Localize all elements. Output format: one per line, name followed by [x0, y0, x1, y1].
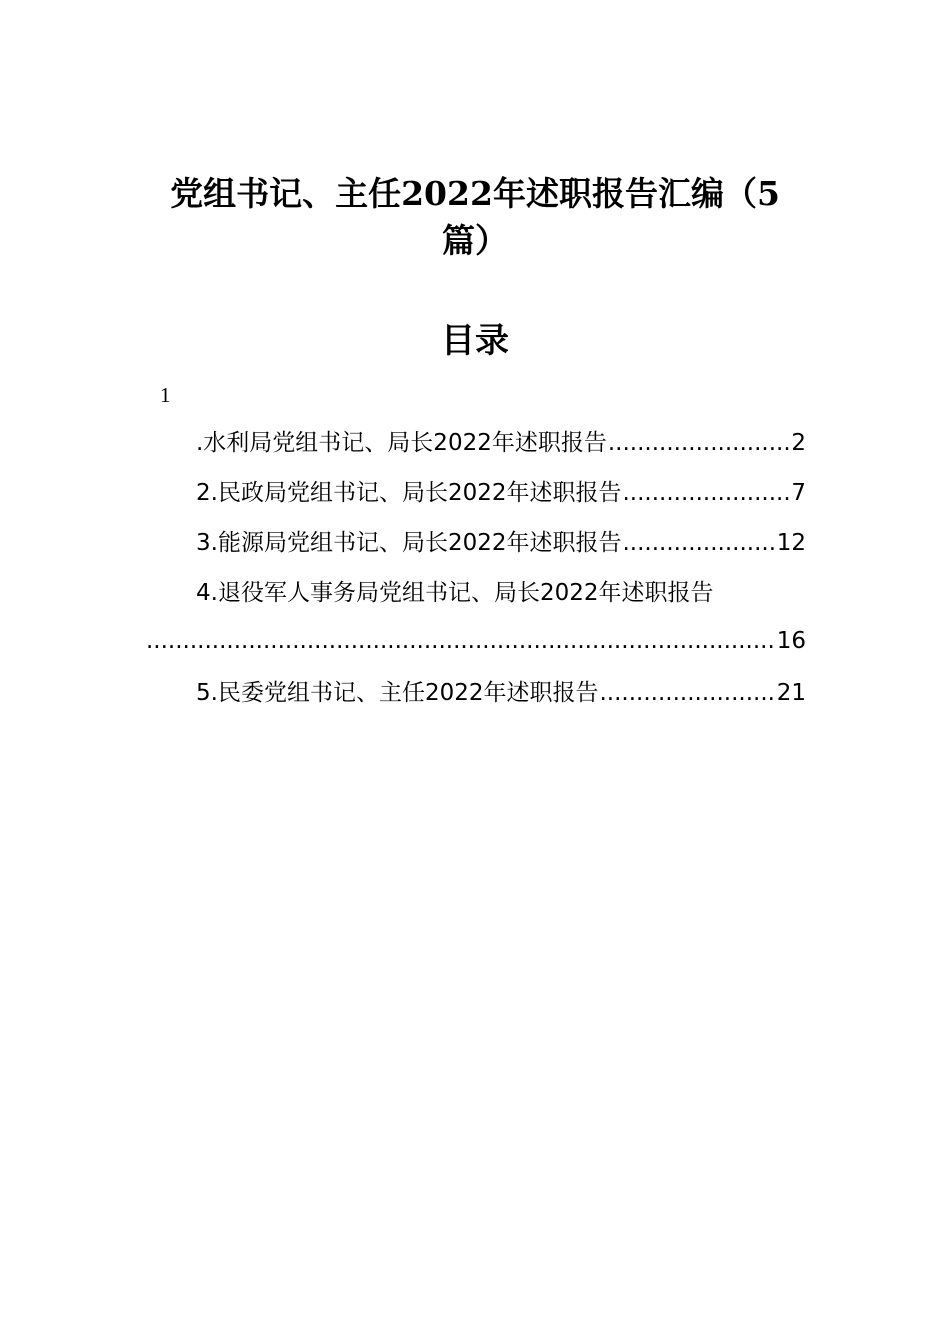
toc-dot-leader: [599, 676, 775, 710]
toc-entry-label[interactable]: 2.民政局党组书记、局长2022年述职报告: [196, 480, 622, 506]
toc-dot-leader: [146, 624, 777, 658]
toc-dot-leader: [608, 426, 791, 460]
toc-entry-continuation[interactable]: [146, 624, 806, 658]
toc-dot-leader: [622, 526, 775, 560]
toc-entry[interactable]: [196, 476, 806, 510]
toc-entry[interactable]: [196, 576, 806, 610]
toc-entry-page[interactable]: 16: [776, 628, 806, 654]
toc-entry-label[interactable]: 4.退役军人事务局党组书记、局长2022年述职报告: [196, 580, 714, 606]
toc-heading: 目录: [441, 321, 509, 361]
toc-entry-page[interactable]: 21: [776, 680, 806, 706]
toc-dot-leader: [622, 476, 790, 510]
toc-entry-page[interactable]: 7: [791, 480, 806, 506]
document-title: [150, 170, 800, 264]
stray-list-number: 1: [160, 383, 171, 407]
toc-entry-label[interactable]: 3.能源局党组书记、局长2022年述职报告: [196, 530, 622, 556]
toc-entry-page[interactable]: 12: [776, 530, 806, 556]
toc-entry-label[interactable]: 5.民委党组书记、主任2022年述职报告: [196, 680, 599, 706]
document-title-line-1: 党组书记、主任2022年述职报告汇编（5: [170, 174, 780, 213]
toc-entry-page[interactable]: 2: [791, 430, 806, 456]
toc-entry[interactable]: [196, 526, 806, 560]
toc-entry[interactable]: [196, 426, 806, 460]
document-title-line-2: 篇）: [442, 221, 508, 260]
toc-entry-label[interactable]: .水利局党组书记、局长2022年述职报告: [196, 430, 607, 456]
toc-entry[interactable]: [196, 676, 806, 710]
